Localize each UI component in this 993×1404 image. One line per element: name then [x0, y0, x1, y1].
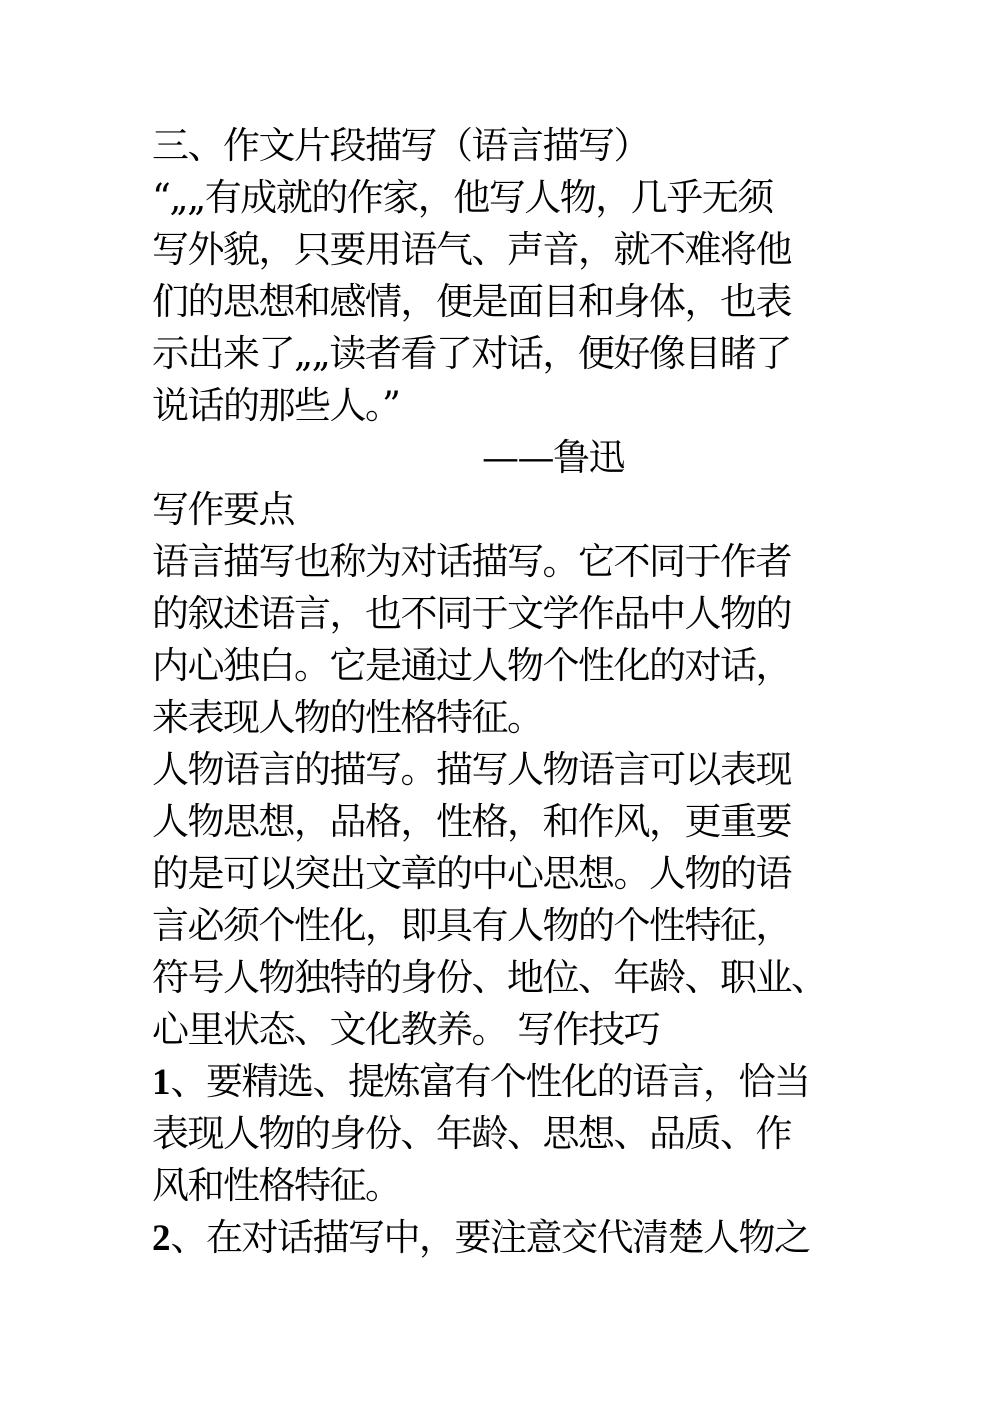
list-text: 、在对话描写中，要注意交代清楚人物之 — [170, 1216, 810, 1259]
quote-line: “„„有成就的作家，他写人物，几乎无须 — [152, 176, 773, 219]
quote-attribution: ——鲁迅 — [482, 436, 624, 479]
paragraph-line: 人物语言的描写。描写人物语言可以表现 — [152, 748, 791, 791]
paragraph-line: 心里状态、文化教养。 写作技巧 — [152, 1008, 660, 1051]
subheading: 写作要点 — [152, 488, 294, 531]
list-item — [152, 1056, 810, 1109]
paragraph-line: 内心独白。它是通过人物个性化的对话， — [152, 644, 791, 687]
paragraph-line: 风和性格特征。 — [152, 1164, 401, 1207]
paragraph-line: 语言描写也称为对话描写。它不同于作者 — [152, 540, 791, 583]
paragraph-line: 的是可以突出文章的中心思想。人物的语 — [152, 852, 791, 895]
paragraph-line: 表现人物的身份、年龄、思想、品质、作 — [152, 1112, 791, 1155]
quote-line: 们的思想和感情，便是面目和身体，也表 — [152, 280, 791, 323]
paragraph-line: 人物思想，品格，性格，和作风，更重要 — [152, 800, 791, 843]
list-number: 1 — [152, 1062, 171, 1103]
paragraph-line: 言必须个性化，即具有人物的个性特征， — [152, 904, 791, 947]
quote-line: 示出来了„„读者看了对话，便好像目睹了 — [152, 332, 791, 375]
paragraph-line: 符号人物独特的身份、地位、年龄、职业、 — [152, 956, 827, 999]
section-heading: 三、作文片段描写（语言描写） — [152, 124, 649, 167]
quote-line: 写外貌，只要用语气、声音，就不难将他 — [152, 228, 791, 271]
paragraph-line: 来表现人物的性格特征。 — [152, 696, 543, 739]
list-number: 2 — [152, 1218, 171, 1259]
quote-line: 说话的那些人。” — [152, 384, 400, 427]
paragraph-line: 的叙述语言，也不同于文学作品中人物的 — [152, 592, 791, 635]
list-text: 、要精选、提炼富有个性化的语言，恰当 — [170, 1060, 810, 1103]
list-item — [152, 1212, 810, 1265]
